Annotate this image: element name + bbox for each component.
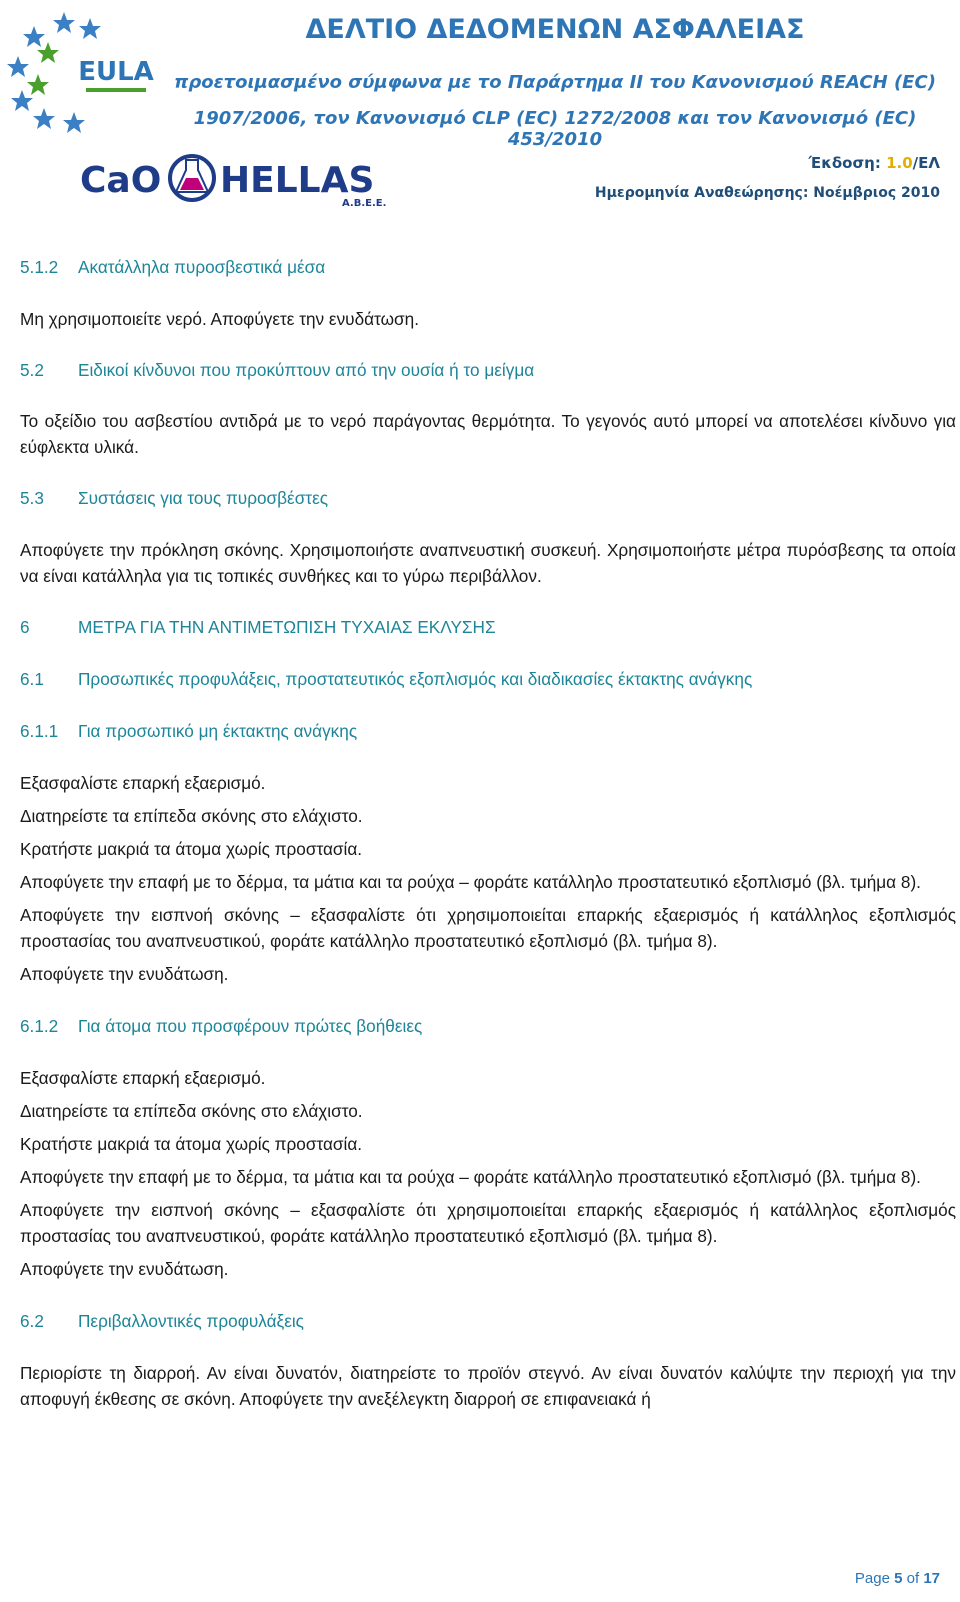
heading-5-1-2: 5.1.2 Ακατάλληλα πυροσβεστικά μέσα (20, 257, 326, 277)
version-value: 1.0 (886, 154, 913, 172)
document-body (20, 254, 956, 1412)
logo-text-cao: CaO (80, 160, 162, 201)
list-item: Κρατήστε μακριά τα άτομα χωρίς προστασία. (20, 839, 363, 859)
page-header (0, 0, 960, 215)
list-item: Αποφύγετε την ενυδάτωση. (20, 1259, 229, 1279)
document-subtitle-line2: 1907/2006, τον Κανονισμό CLP (EC) 1272/2008 και τον Κανονισμό (EC) 453/2010 (193, 108, 917, 150)
list-item: Αποφύγετε την ενυδάτωση. (20, 964, 229, 984)
heading-6-1-2: 6.1.2 Για άτομα που προσφέρουν πρώτες βοήθειες (20, 1016, 423, 1036)
list-item: Αποφύγετε την επαφή με το δέρμα, τα μάτια και τα ρούχα – φοράτε κατάλληλο προστατευτικό εξοπλισμό (βλ. τμήμα 8). (20, 872, 921, 892)
paragraph-5-2: Το οξείδιο του ασβεστίου αντιδρά με το νερό παράγοντας θερμότητα. Το γεγονός αυτό μπορεί να αποτελέσει κίνδυνο για εύφλεκτα υλικά. (20, 411, 956, 457)
heading-6-1-1: 6.1.1 Για προσωπικό μη έκτακτης ανάγκης (20, 721, 358, 741)
cao-hellas-logo (80, 150, 387, 210)
logo-text-hellas: HELLAS (220, 160, 375, 201)
version-suffix: /ΕΛ (912, 154, 940, 172)
list-item: Εξασφαλίστε επαρκή εξαερισμό. (20, 1068, 266, 1088)
list-item: Εξασφαλίστε επαρκή εξαερισμό. (20, 773, 266, 793)
heading-5-3: 5.3 Συστάσεις για τους πυροσβέστες (20, 488, 329, 508)
list-item: Διατηρείστε τα επίπεδα σκόνης στο ελάχιστο. (20, 1101, 363, 1121)
logo-text-suffix: A.B.E.E. (342, 198, 387, 209)
document-subtitle-line1: προετοιμασμένο σύμφωνα με το Παράρτημα II του Κανονισμού REACH (EC) (174, 72, 936, 93)
revision-date: Ημερομηνία Αναθεώρησης: Νοέμβριος 2010 (594, 185, 940, 201)
heading-6-2: 6.2 Περιβαλλοντικές προφυλάξεις (20, 1311, 304, 1331)
list-item: Αποφύγετε την εισπνοή σκόνης – εξασφαλίστε ότι χρησιμοποιείται επαρκής εξαερισμός ή κατάλληλος εξοπλισμός προστασίας του αναπνευστικού, φοράτε κατάλληλο προστατευτικό εξοπλισμό (βλ. τμήμα 8). (20, 1200, 956, 1246)
list-item: Αποφύγετε την επαφή με το δέρμα, τα μάτια και τα ρούχα – φοράτε κατάλληλο προστατευτικό εξοπλισμό (βλ. τμήμα 8). (20, 1167, 921, 1187)
heading-6-1: 6.1 Προσωπικές προφυλάξεις, προστατευτικός εξοπλισμός και διαδικασίες έκτακτης ανάγκης (20, 669, 753, 689)
list-item: Κρατήστε μακριά τα άτομα χωρίς προστασία. (20, 1134, 363, 1154)
version-line (809, 154, 940, 172)
paragraph-5-1-2: Μη χρησιμοποιείτε νερό. Αποφύγετε την ενυδάτωση. (20, 309, 419, 329)
document-title: ΔΕΛΤΙΟ ΔΕΔΟΜΕΝΩΝ ΑΣΦΑΛΕΙΑΣ (305, 14, 805, 45)
heading-6: 6 ΜΕΤΡΑ ΓΙΑ ΤΗΝ ΑΝΤΙΜΕΤΩΠΙΣΗ ΤΥΧΑΙΑΣ ΕΚΛΥΣΗΣ (20, 617, 496, 637)
paragraph-5-3: Αποφύγετε την πρόκληση σκόνης. Χρησιμοποιήστε αναπνευστική συσκευή. Χρησιμοποιήστε μέτρα πυρόσβεσης τα οποία να είναι κατάλληλα για τις τοπικές συνθήκες και το γύρω περιβάλλον. (20, 540, 956, 586)
heading-5-2: 5.2 Ειδικοί κίνδυνοι που προκύπτουν από την ουσία ή το μείγμα (20, 360, 535, 380)
paragraph-6-2: Περιορίστε τη διαρροή. Αν είναι δυνατόν, διατηρείστε το προϊόν στεγνό. Αν είναι δυνατόν καλύψτε την περιοχή για την αποφυγή έκθεσης σε σκόνη. Αποφύγετε την ανεξέλεγκτη διαρροή σε επιφανειακά ή (20, 1363, 956, 1409)
list-item: Αποφύγετε την εισπνοή σκόνης – εξασφαλίστε ότι χρησιμοποιείται επαρκής εξαερισμός ή κατάλληλος εξοπλισμός προστασίας του αναπνευστικού, φοράτε κατάλληλο προστατευτικό εξοπλισμό (βλ. τμήμα 8). (20, 905, 956, 951)
version-label: Έκδοση: (808, 154, 887, 172)
eula-logo (4, 4, 154, 134)
page-number: Page 5 of 17 (854, 1570, 940, 1587)
list-item: Διατηρείστε τα επίπεδα σκόνης στο ελάχιστο. (20, 806, 363, 826)
eula-logo-text: EULA (78, 57, 154, 87)
flask-icon (170, 156, 214, 200)
